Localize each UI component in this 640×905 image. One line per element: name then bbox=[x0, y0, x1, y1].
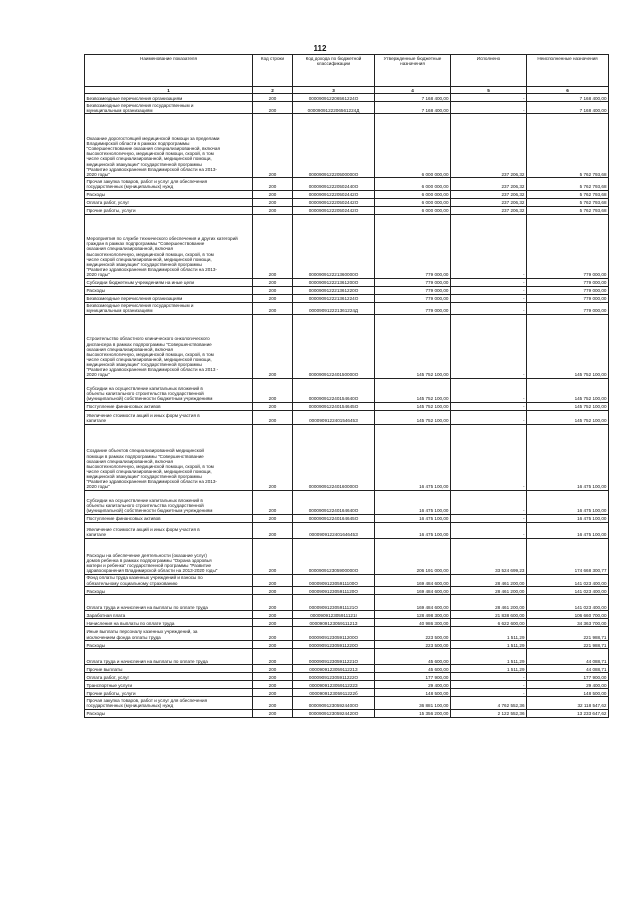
header-name: Наименование показателя bbox=[85, 55, 253, 87]
row-approved: 45 600,00 bbox=[375, 649, 451, 665]
row-name: Расходы bbox=[85, 709, 253, 717]
row-approved: 36 881 100,00 bbox=[375, 697, 451, 709]
row-executed: - bbox=[451, 214, 527, 278]
row-remaining: 29 400,00 bbox=[527, 681, 609, 689]
row-line-code: 200 bbox=[253, 619, 293, 627]
column-number: 3 bbox=[293, 87, 375, 94]
row-income-code: 000090912240154640О bbox=[293, 378, 375, 402]
row-income-code: 000090912221361220О bbox=[293, 286, 375, 294]
row-line-code: 200 bbox=[253, 587, 293, 595]
row-income-code: 000090912240164645О bbox=[293, 514, 375, 522]
table-row bbox=[85, 574, 609, 586]
header-line-code: Код строки bbox=[253, 55, 293, 87]
row-name: Прочие работы, услуги bbox=[85, 689, 253, 697]
row-name: Поступление финансовых активов bbox=[85, 514, 253, 522]
table-row bbox=[85, 689, 609, 697]
row-executed: 237 206,32 bbox=[451, 178, 527, 190]
row-income-code: 000090912220502440О bbox=[293, 178, 375, 190]
row-name: Безвозмездные перечисления организациям bbox=[85, 294, 253, 302]
row-approved: 6 000 000,00 bbox=[375, 190, 451, 198]
row-line-code: 200 bbox=[253, 214, 293, 278]
table-row bbox=[85, 522, 609, 538]
row-line-code: 200 bbox=[253, 302, 293, 314]
table-row bbox=[85, 178, 609, 190]
row-name: Безвозмездные перечисления организациям bbox=[85, 94, 253, 102]
row-remaining: 221 988,71 bbox=[527, 627, 609, 641]
table-row bbox=[85, 302, 609, 314]
row-executed: - bbox=[451, 689, 527, 697]
row-remaining: 779 000,00 bbox=[527, 302, 609, 314]
row-line-code: 200 bbox=[253, 294, 293, 302]
row-line-code: 200 bbox=[253, 114, 293, 178]
row-remaining: 145 752 100,00 bbox=[527, 402, 609, 410]
row-name: Прочая закупка товаров, работ и услуг для обеспечения государственных (муниципальных) нужд bbox=[85, 697, 253, 709]
row-executed: 28 461 200,00 bbox=[451, 574, 527, 586]
row-income-code: 000090912240150000О bbox=[293, 314, 375, 378]
row-executed: 1 511,29 bbox=[451, 649, 527, 665]
row-approved: 169 484 600,00 bbox=[375, 595, 451, 611]
row-name: Расходы bbox=[85, 190, 253, 198]
row-line-code: 200 bbox=[253, 278, 293, 286]
row-approved: 16 475 100,00 bbox=[375, 490, 451, 514]
row-income-code: 000090912220502442О bbox=[293, 198, 375, 206]
row-executed: 6 622 600,00 bbox=[451, 619, 527, 627]
table-row bbox=[85, 214, 609, 278]
row-executed: 4 762 552,36 bbox=[451, 697, 527, 709]
row-approved: 6 000 000,00 bbox=[375, 198, 451, 206]
header-executed: Исполнено bbox=[451, 55, 527, 87]
row-line-code: 200 bbox=[253, 673, 293, 681]
row-approved: 7 168 400,00 bbox=[375, 102, 451, 114]
row-remaining: 779 000,00 bbox=[527, 286, 609, 294]
row-name: Прочие выплаты bbox=[85, 665, 253, 673]
row-remaining: 177 900,00 bbox=[527, 673, 609, 681]
row-remaining: 16 475 100,00 bbox=[527, 424, 609, 490]
row-line-code: 200 bbox=[253, 490, 293, 514]
row-income-code: 000090912305911222З bbox=[293, 681, 375, 689]
row-remaining: 141 023 400,00 bbox=[527, 574, 609, 586]
row-remaining: 221 988,71 bbox=[527, 641, 609, 649]
table-row bbox=[85, 410, 609, 424]
table-row bbox=[85, 641, 609, 649]
row-income-code: 000090912240164645З bbox=[293, 522, 375, 538]
row-approved: 16 475 100,00 bbox=[375, 424, 451, 490]
row-remaining: 16 475 100,00 bbox=[527, 490, 609, 514]
column-number-row bbox=[85, 87, 609, 94]
row-executed: - bbox=[451, 378, 527, 402]
row-name: Мероприятия по службе технического обеспечения и других категорий граждан в рамках подпрограммы "Совершенствование оказания специализированной, включая высокотехнологичную, медицинской помощи, скорой, в том числе скорой специализированной, медицинской помощи, медицинской эвакуации" государственной программы "Развитие здравоохранения Владимирской области на 2013- 2020 годы" bbox=[85, 214, 253, 278]
row-line-code: 200 bbox=[253, 595, 293, 611]
table-row bbox=[85, 286, 609, 294]
row-name: Оплата работ, услуг bbox=[85, 198, 253, 206]
row-executed: - bbox=[451, 302, 527, 314]
row-name: Увеличение стоимости акций и иных форм участия в капитале bbox=[85, 522, 253, 538]
row-line-code: 200 bbox=[253, 402, 293, 410]
row-remaining: 779 000,00 bbox=[527, 278, 609, 286]
row-name: Субсидии на осуществление капитальных вложений в объекты капитального строительства государственной (муниципальной) собственности бюджетным учреждениям bbox=[85, 490, 253, 514]
row-executed: 237 206,32 bbox=[451, 190, 527, 198]
row-line-code: 200 bbox=[253, 314, 293, 378]
row-remaining: 779 000,00 bbox=[527, 294, 609, 302]
row-line-code: 200 bbox=[253, 681, 293, 689]
row-line-code: 200 bbox=[253, 522, 293, 538]
column-number: 1 bbox=[85, 87, 253, 94]
row-executed: - bbox=[451, 286, 527, 294]
row-approved: 6 000 000,00 bbox=[375, 178, 451, 190]
row-name: Расходы bbox=[85, 286, 253, 294]
table-row bbox=[85, 198, 609, 206]
column-number: 2 bbox=[253, 87, 293, 94]
row-remaining: 5 762 793,68 bbox=[527, 190, 609, 198]
row-executed: 2 122 552,36 bbox=[451, 709, 527, 717]
row-executed: - bbox=[451, 314, 527, 378]
row-name: Иные выплаты персоналу казенных учреждений, за исключением фонда оплаты труда bbox=[85, 627, 253, 641]
row-approved: 29 400,00 bbox=[375, 681, 451, 689]
table-row bbox=[85, 673, 609, 681]
row-executed: - bbox=[451, 522, 527, 538]
table-header-row bbox=[85, 55, 609, 87]
row-income-code: 000090912240164640О bbox=[293, 490, 375, 514]
row-approved: 223 500,00 bbox=[375, 641, 451, 649]
row-income-code: 000090912305900000О bbox=[293, 538, 375, 574]
row-executed: - bbox=[451, 278, 527, 286]
row-remaining: 5 762 793,68 bbox=[527, 178, 609, 190]
row-income-code: 000090912305911222б bbox=[293, 689, 375, 697]
row-remaining: 5 762 793,68 bbox=[527, 206, 609, 214]
row-remaining: 16 475 100,00 bbox=[527, 514, 609, 522]
table-row bbox=[85, 619, 609, 627]
row-income-code: 000090912305911220О bbox=[293, 641, 375, 649]
row-income-code: 0000909122206561224Д bbox=[293, 102, 375, 114]
row-name: Безвозмездные перечисления государственным и муниципальным организациям bbox=[85, 102, 253, 114]
row-executed: 237 206,32 bbox=[451, 114, 527, 178]
row-income-code: 000090912305911121З bbox=[293, 619, 375, 627]
row-executed: 1 511,29 bbox=[451, 627, 527, 641]
row-income-code: 000090912305911121І bbox=[293, 611, 375, 619]
row-income-code: 000090912305911121О bbox=[293, 595, 375, 611]
row-executed: 21 838 600,00 bbox=[451, 611, 527, 619]
row-name: Субсидии бюджетным учреждениям на иные цели bbox=[85, 278, 253, 286]
row-income-code: 000090912305911120О bbox=[293, 587, 375, 595]
row-executed: 28 461 200,00 bbox=[451, 595, 527, 611]
table-row bbox=[85, 294, 609, 302]
row-executed: - bbox=[451, 102, 527, 114]
row-remaining: 141 023 400,00 bbox=[527, 595, 609, 611]
row-income-code: 000090912220502442О bbox=[293, 206, 375, 214]
row-remaining: 141 023 400,00 bbox=[527, 587, 609, 595]
row-remaining: 44 088,71 bbox=[527, 665, 609, 673]
row-name: Расходы bbox=[85, 587, 253, 595]
row-name: Оплата труда и начисления на выплаты по оплате труда bbox=[85, 595, 253, 611]
row-line-code: 200 bbox=[253, 641, 293, 649]
row-approved: 148 500,00 bbox=[375, 689, 451, 697]
row-remaining: 106 660 700,00 bbox=[527, 611, 609, 619]
row-line-code: 200 bbox=[253, 410, 293, 424]
row-executed: - bbox=[451, 514, 527, 522]
row-approved: 779 000,00 bbox=[375, 294, 451, 302]
row-income-code: 000090912305924420О bbox=[293, 709, 375, 717]
row-name: Расходы на обеспечение деятельности (оказание услуг) домов ребенка в рамках подпрограммы "Охрана здоровья матери и ребенка" государственной программы "Развитие здравоохранения Владимирской области на 2013-2020 годы" bbox=[85, 538, 253, 574]
row-remaining: 5 762 793,68 bbox=[527, 114, 609, 178]
table-row bbox=[85, 278, 609, 286]
row-remaining: 32 118 547,62 bbox=[527, 697, 609, 709]
table-row bbox=[85, 665, 609, 673]
row-executed: 1 511,29 bbox=[451, 641, 527, 649]
row-name: Увеличение стоимости акций и иных форм участия в капитале bbox=[85, 410, 253, 424]
row-approved: 169 484 600,00 bbox=[375, 574, 451, 586]
row-executed: - bbox=[451, 424, 527, 490]
table-row bbox=[85, 611, 609, 619]
row-income-code: 000090912206561224О bbox=[293, 94, 375, 102]
row-line-code: 200 bbox=[253, 709, 293, 717]
row-income-code: 000090912221361224Д bbox=[293, 302, 375, 314]
row-name: Расходы bbox=[85, 641, 253, 649]
row-name: Оплата труда и начисления на выплаты по оплате труда bbox=[85, 649, 253, 665]
header-income-code: Код дохода по бюджетной классификации bbox=[293, 55, 375, 87]
table-row bbox=[85, 697, 609, 709]
row-line-code: 200 bbox=[253, 574, 293, 586]
row-approved: 15 356 200,00 bbox=[375, 709, 451, 717]
header-remaining: Неисполненные назначения bbox=[527, 55, 609, 87]
row-line-code: 200 bbox=[253, 378, 293, 402]
row-approved: 7 168 400,00 bbox=[375, 94, 451, 102]
row-remaining: 145 752 100,00 bbox=[527, 378, 609, 402]
row-approved: 145 752 100,00 bbox=[375, 410, 451, 424]
row-income-code: 000090912240154645З bbox=[293, 410, 375, 424]
row-line-code: 200 bbox=[253, 689, 293, 697]
row-executed: - bbox=[451, 402, 527, 410]
row-line-code: 200 bbox=[253, 538, 293, 574]
row-name: Строительство областного клинического онкологического диспансера в рамках подпрограммы "Совершенствование оказания специализированной, включая высокотехнологичную, медицинской помощи, скорой, в том числе скорой специализированной, медицинской помощи, медицинской эвакуации" государственной программы "Развитие здравоохранения Владимирской области на 2013 - 2020 годы" bbox=[85, 314, 253, 378]
column-number: 4 bbox=[375, 87, 451, 94]
row-remaining: 16 475 100,00 bbox=[527, 522, 609, 538]
column-number: 6 bbox=[527, 87, 609, 94]
row-approved: 16 475 100,00 bbox=[375, 514, 451, 522]
row-name: Транспортные услуги bbox=[85, 681, 253, 689]
budget-table bbox=[84, 54, 609, 718]
row-line-code: 200 bbox=[253, 190, 293, 198]
row-line-code: 200 bbox=[253, 611, 293, 619]
row-approved: 16 475 100,00 bbox=[375, 522, 451, 538]
row-line-code: 200 bbox=[253, 286, 293, 294]
row-approved: 177 900,00 bbox=[375, 673, 451, 681]
table-row bbox=[85, 514, 609, 522]
row-name: Оказание дорогостоящей медицинской помощи за пределами Владимирской области в рамках подпрограммы "Совершенствование оказания специализированной, включая высокотехнологичную, медицинской помощи, скорой, в том числе скорой специализированной, медицинской помощи, медицинской эвакуации" государственной программы "Развитие здравоохранения Владимирской области на 2013- 2020 годы" bbox=[85, 114, 253, 178]
row-approved: 145 752 100,00 bbox=[375, 402, 451, 410]
page-number: 112 bbox=[313, 44, 327, 53]
table-row bbox=[85, 538, 609, 574]
row-executed: - bbox=[451, 94, 527, 102]
row-remaining: 44 088,71 bbox=[527, 649, 609, 665]
row-remaining: 779 000,00 bbox=[527, 214, 609, 278]
row-approved: 779 000,00 bbox=[375, 278, 451, 286]
row-remaining: 13 233 647,62 bbox=[527, 709, 609, 717]
row-name: Безвозмездные перечисления государственным и муниципальным организациям bbox=[85, 302, 253, 314]
row-remaining: 7 168 400,00 bbox=[527, 102, 609, 114]
row-approved: 128 498 300,00 bbox=[375, 611, 451, 619]
row-income-code: 000090912221361224О bbox=[293, 294, 375, 302]
row-income-code: 000090912305911221О bbox=[293, 649, 375, 665]
row-income-code: 000090912240160000О bbox=[293, 424, 375, 490]
row-executed: - bbox=[451, 490, 527, 514]
row-approved: 145 752 100,00 bbox=[375, 314, 451, 378]
row-line-code: 200 bbox=[253, 206, 293, 214]
row-remaining: 174 668 300,77 bbox=[527, 538, 609, 574]
row-income-code: 000090912220502442О bbox=[293, 190, 375, 198]
row-name: Оплата работ, услуг bbox=[85, 673, 253, 681]
table-row bbox=[85, 587, 609, 595]
table-row bbox=[85, 94, 609, 102]
row-name: Начисления на выплаты по оплате труда bbox=[85, 619, 253, 627]
row-income-code: 000090912305911100О bbox=[293, 574, 375, 586]
row-income-code: 000090912240154645О bbox=[293, 402, 375, 410]
table-row bbox=[85, 206, 609, 214]
row-name: Субсидии на осуществление капитальных вложений в объекты капитального строительства государственной (муниципальной) собственности бюджетным учреждениям bbox=[85, 378, 253, 402]
row-approved: 223 500,00 bbox=[375, 627, 451, 641]
row-line-code: 200 bbox=[253, 424, 293, 490]
table-row bbox=[85, 314, 609, 378]
row-executed: - bbox=[451, 294, 527, 302]
table-row bbox=[85, 102, 609, 114]
row-approved: 779 000,00 bbox=[375, 286, 451, 294]
row-remaining: 7 168 400,00 bbox=[527, 94, 609, 102]
row-remaining: 145 752 100,00 bbox=[527, 314, 609, 378]
table-row bbox=[85, 649, 609, 665]
row-name: Прочие работы, услуги bbox=[85, 206, 253, 214]
row-executed: - bbox=[451, 673, 527, 681]
table-row bbox=[85, 114, 609, 178]
row-line-code: 200 bbox=[253, 514, 293, 522]
row-remaining: 34 363 700,00 bbox=[527, 619, 609, 627]
row-remaining: 5 762 793,68 bbox=[527, 198, 609, 206]
table-row bbox=[85, 709, 609, 717]
row-name: Поступление финансовых активов bbox=[85, 402, 253, 410]
table-row bbox=[85, 627, 609, 641]
row-line-code: 200 bbox=[253, 94, 293, 102]
table-row bbox=[85, 424, 609, 490]
row-line-code: 200 bbox=[253, 665, 293, 673]
row-line-code: 200 bbox=[253, 697, 293, 709]
row-executed: - bbox=[451, 681, 527, 689]
row-approved: 40 986 300,00 bbox=[375, 619, 451, 627]
row-income-code: 000090912220500000О bbox=[293, 114, 375, 178]
row-name: Фонд оплаты труда казенных учреждений и взносы по обязательному социальному страхованию bbox=[85, 574, 253, 586]
row-remaining: 148 500,00 bbox=[527, 689, 609, 697]
row-income-code: 000090912221360000О bbox=[293, 214, 375, 278]
table-row bbox=[85, 190, 609, 198]
table-row bbox=[85, 490, 609, 514]
row-executed: 28 461 200,00 bbox=[451, 587, 527, 595]
row-executed: 33 524 699,23 bbox=[451, 538, 527, 574]
row-executed: 1 511,29 bbox=[451, 665, 527, 673]
row-remaining: 145 752 100,00 bbox=[527, 410, 609, 424]
row-income-code: 000090912305911222О bbox=[293, 673, 375, 681]
row-income-code: 000090912305911200О bbox=[293, 627, 375, 641]
row-name: Создание объектов специализированной медицинской помощи в рамках подпрограммы "Совершенствование оказания специализированной, включая высокотехнологичную, медицинской помощи, скорой, в том числе скорой специализированной, медицинской помощи, медицинской эвакуации" государственной программы "Развитие здравоохранения Владимирской области на 2013- 2020 годы" bbox=[85, 424, 253, 490]
header-approved: Утвержденные бюджетные назначения bbox=[375, 55, 451, 87]
row-approved: 779 000,00 bbox=[375, 302, 451, 314]
row-approved: 6 000 000,00 bbox=[375, 114, 451, 178]
row-name: Прочая закупка товаров, работ и услуг для обеспечения государственных (муниципальных) нужд bbox=[85, 178, 253, 190]
row-income-code: 000090912221361200О bbox=[293, 278, 375, 286]
row-income-code: 000090912305924400О bbox=[293, 697, 375, 709]
row-executed: - bbox=[451, 410, 527, 424]
table-row bbox=[85, 595, 609, 611]
row-line-code: 200 bbox=[253, 102, 293, 114]
row-executed: 237 206,32 bbox=[451, 206, 527, 214]
row-approved: 45 600,00 bbox=[375, 665, 451, 673]
table-row bbox=[85, 681, 609, 689]
row-approved: 6 000 000,00 bbox=[375, 206, 451, 214]
row-approved: 145 752 100,00 bbox=[375, 378, 451, 402]
table-row bbox=[85, 402, 609, 410]
row-line-code: 200 bbox=[253, 198, 293, 206]
column-number: 5 bbox=[451, 87, 527, 94]
row-income-code: 000090912305911221З bbox=[293, 665, 375, 673]
row-approved: 779 000,00 bbox=[375, 214, 451, 278]
table-row bbox=[85, 378, 609, 402]
row-approved: 169 484 600,00 bbox=[375, 587, 451, 595]
row-executed: 237 206,32 bbox=[451, 198, 527, 206]
row-name: Заработная плата bbox=[85, 611, 253, 619]
row-line-code: 200 bbox=[253, 627, 293, 641]
row-line-code: 200 bbox=[253, 649, 293, 665]
table-body bbox=[85, 94, 609, 717]
row-approved: 206 191 000,00 bbox=[375, 538, 451, 574]
row-line-code: 200 bbox=[253, 178, 293, 190]
